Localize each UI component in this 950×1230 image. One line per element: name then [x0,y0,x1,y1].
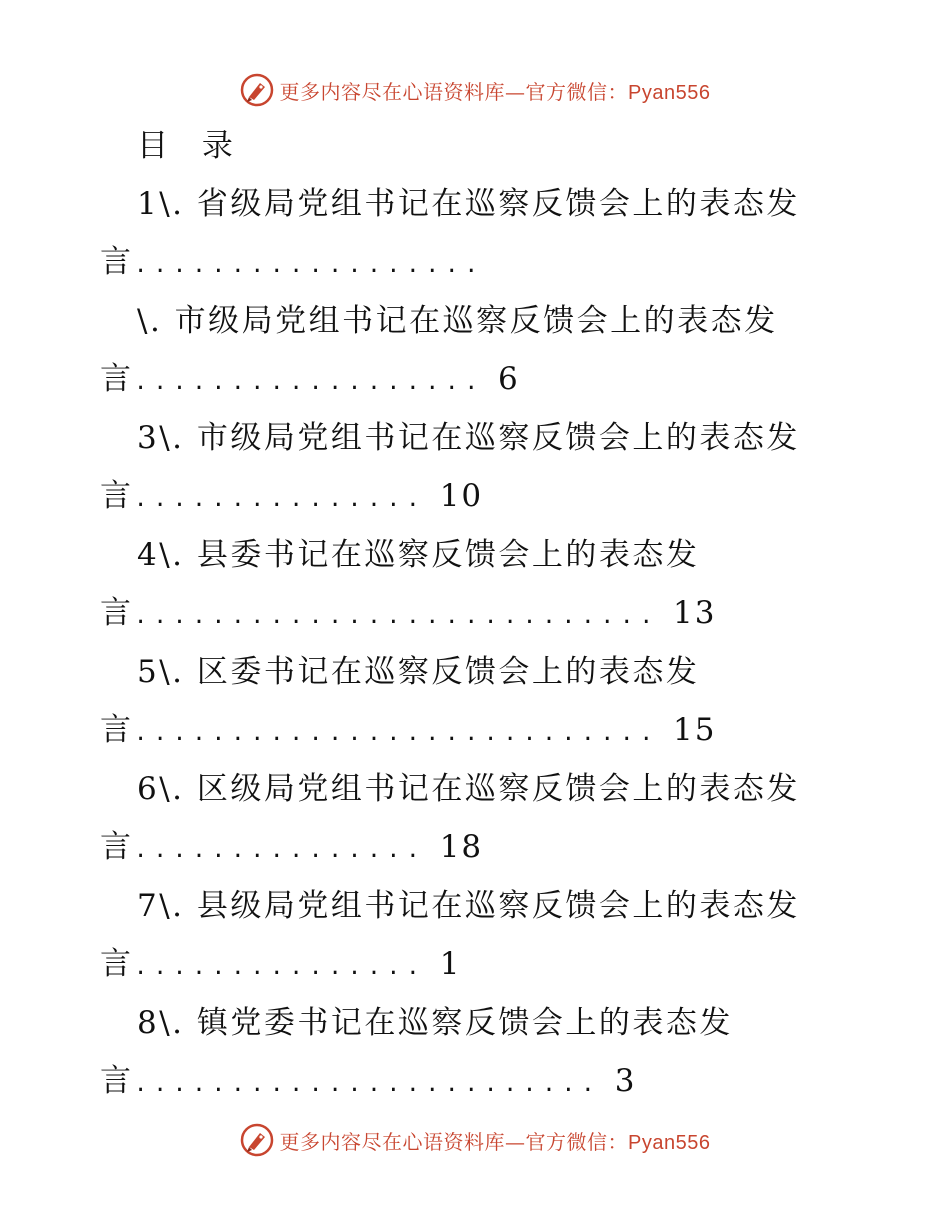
toc-entry-title[interactable]: 1\. 省级局党组书记在巡察反馈会上的表态发 [137,186,800,222]
page-number: 1 [439,946,462,982]
dot-leader: ........................... [134,604,660,629]
watermark-text: 更多内容尽在心语资料库—官方微信：Pyan556 [279,79,711,104]
page-number: 15 [673,712,717,748]
wechat-id: Pyan556 [628,1131,711,1154]
dot-leader: .................. [134,370,485,395]
toc-entry-tail: 言 [100,244,134,280]
toc-entry-tail: 言 [100,829,134,865]
dot-leader: ............... [134,955,426,980]
toc-entry-title[interactable]: 6\. 区级局党组书记在巡察反馈会上的表态发 [137,771,800,807]
toc-entry-leader[interactable] [100,823,483,875]
page-number: 18 [439,829,484,865]
toc-entry-leader[interactable] [100,1057,636,1109]
toc-entry-title[interactable]: 4\. 县委书记在巡察反馈会上的表态发 [137,537,700,573]
page-number: 6 [498,361,520,397]
toc-title: 目 录 [137,128,245,164]
page-number: 3 [614,1063,637,1099]
toc-entry-title[interactable]: 3\. 市级局党组书记在巡察反馈会上的表态发 [137,420,800,456]
toc-entry-leader[interactable] [100,472,483,524]
page-number: 13 [673,595,717,631]
pen-logo-icon [240,1123,274,1157]
toc-entry-leader[interactable] [100,238,498,290]
toc-entry-leader[interactable] [100,940,461,992]
dot-leader: ........................ [134,1072,601,1097]
toc-entry-tail: 言 [100,712,134,748]
dot-leader: .................. [134,253,485,278]
toc-entry-tail: 言 [100,361,134,397]
dot-leader: ............... [134,487,426,512]
toc-entry-tail: 言 [100,946,134,982]
toc-entry-tail: 言 [100,595,134,631]
toc-entry-title[interactable]: \. 市级局党组书记在巡察反馈会上的表态发 [137,303,778,339]
toc-entry-leader[interactable] [100,589,716,641]
toc-entry-leader[interactable] [100,706,716,758]
footer-watermark [0,1120,950,1160]
toc-entry-title[interactable]: 5\. 区委书记在巡察反馈会上的表态发 [137,654,700,690]
toc-entry-title[interactable]: 8\. 镇党委书记在巡察反馈会上的表态发 [137,1005,733,1041]
watermark-text: 更多内容尽在心语资料库—官方微信：Pyan556 [279,1129,711,1154]
wechat-id: Pyan556 [628,81,711,104]
page-number: 10 [439,478,484,514]
dot-leader: ........................... [134,721,660,746]
toc-entry-tail: 言 [100,478,134,514]
toc-entry-leader[interactable] [100,355,520,407]
dot-leader: ............... [134,838,426,863]
toc-entry-tail: 言 [100,1063,134,1099]
toc-entry-title[interactable]: 7\. 县级局党组书记在巡察反馈会上的表态发 [137,888,800,924]
